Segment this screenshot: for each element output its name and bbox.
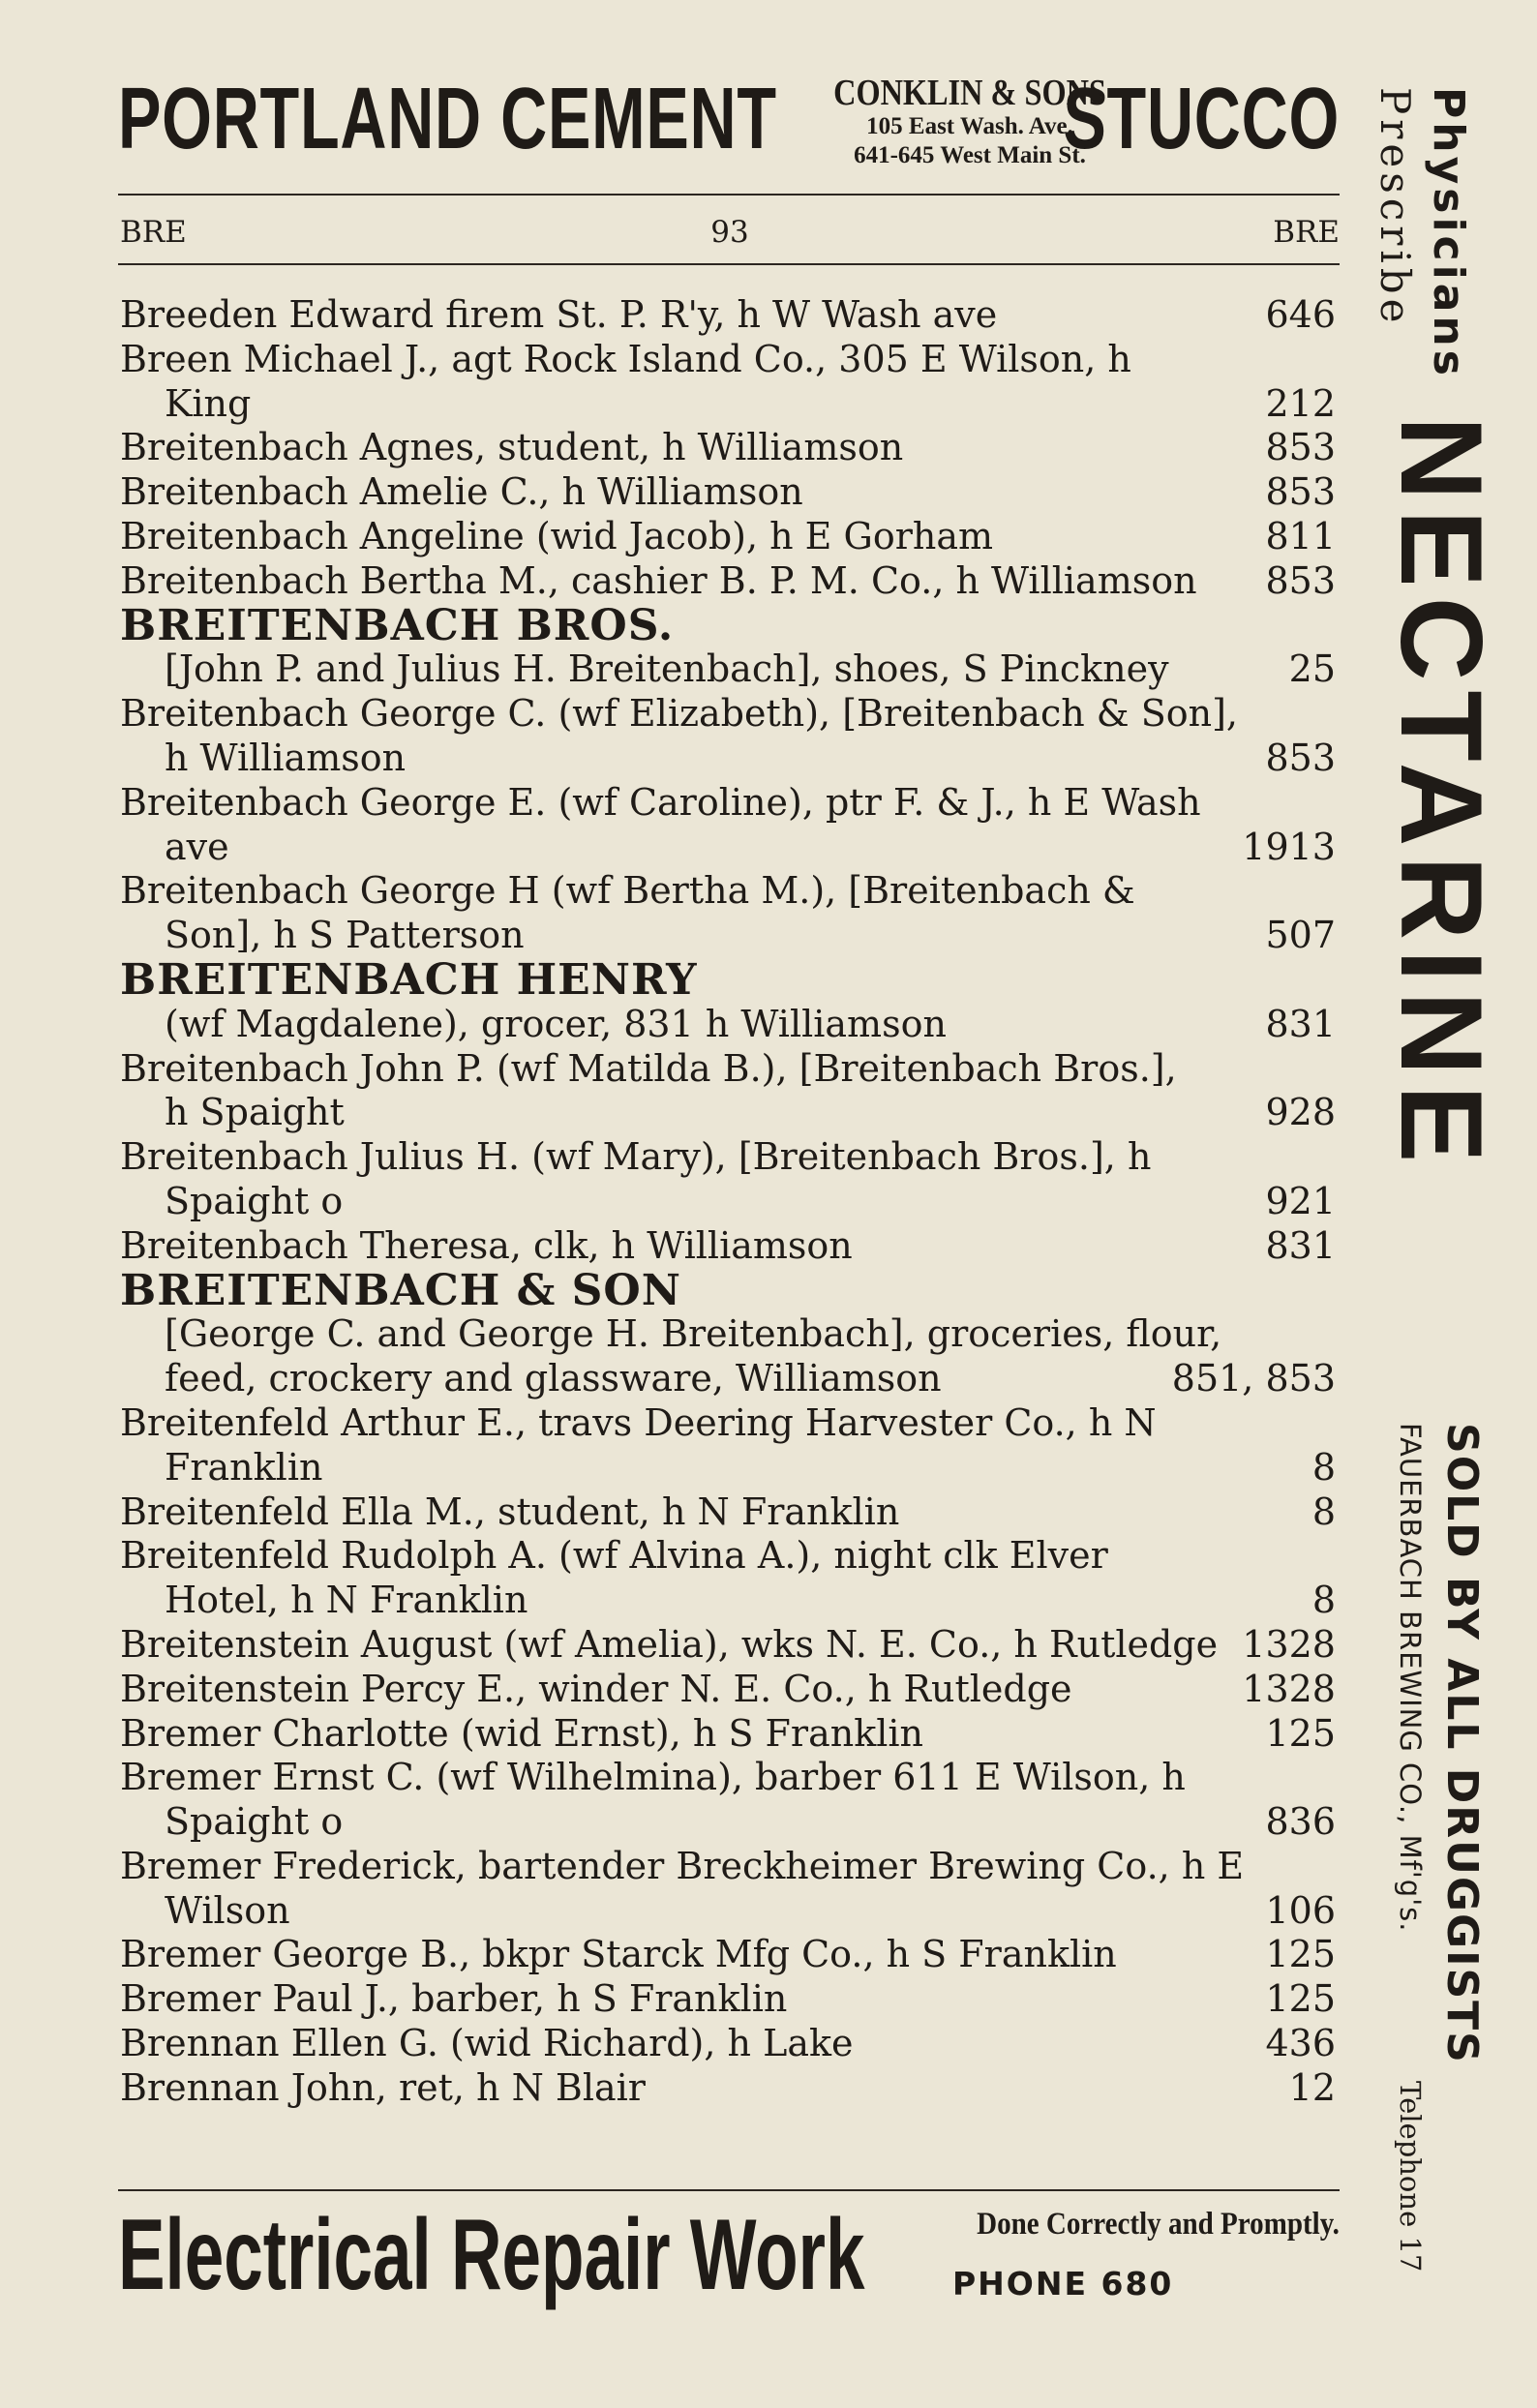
entry-number: 8	[1311, 1579, 1336, 1622]
entry-text: Breitenbach John P. (wf Matilda B.), [Breitenbach Bros.],	[120, 1046, 1177, 1090]
entry-line	[120, 1047, 1336, 1092]
entry-number: 646	[1265, 293, 1336, 336]
header-divider	[118, 194, 1340, 196]
entry-text: h Spaight	[165, 1091, 345, 1134]
entry-text: Breitenbach Angeline (wid Jacob), h E Gorham	[120, 514, 994, 557]
entry-text: Bremer Paul J., barber, h S Franklin	[120, 1977, 788, 2021]
entry-number: 1328	[1242, 1622, 1336, 1666]
side-advertisement	[1343, 68, 1537, 2333]
entry-number: 8	[1311, 1490, 1336, 1533]
entry-line	[120, 826, 1336, 870]
entry-line	[120, 1668, 1336, 1712]
entry-text: Wilson	[165, 1888, 290, 1932]
entry-text: Breitenbach Agnes, student, h Williamson	[120, 426, 904, 469]
entry-line	[120, 692, 1336, 737]
telephone-text: Telephone 17	[1394, 2081, 1427, 2273]
entry-line	[120, 1490, 1336, 1535]
sold-by-druggists-text: SOLD BY ALL DRUGGISTS	[1437, 1423, 1487, 2064]
header-advertisement	[118, 68, 1340, 176]
entry-heading	[120, 954, 1336, 1005]
entry-text: BREITENBACH BROS.	[120, 600, 675, 650]
entry-line	[120, 1003, 1336, 1047]
footer-divider	[118, 2189, 1340, 2191]
entry-text: Son], h S Patterson	[165, 914, 525, 957]
entry-number: 1913	[1242, 825, 1336, 868]
entry-number: 921	[1265, 1179, 1336, 1222]
entry-line	[120, 1623, 1336, 1668]
entry-line	[120, 382, 1336, 427]
entry-line	[120, 1224, 1336, 1269]
running-head-right: BRE	[1273, 215, 1340, 250]
entry-line	[120, 647, 1336, 692]
entry-heading	[120, 1265, 1336, 1315]
entry-text: Hotel, h N Franklin	[165, 1579, 528, 1622]
stucco-text: STUCCO	[1063, 71, 1340, 167]
nectarine-brand-text: NECTARINE	[1376, 416, 1506, 1173]
entry-text: Spaight o	[165, 1800, 344, 1844]
entry-text: [John P. and Julius H. Breitenbach], shoes, S Pinckney	[165, 647, 1169, 691]
entry-number: 851, 853	[1171, 1357, 1336, 1400]
phone-number-text: PHONE 680	[952, 2265, 1174, 2303]
entry-line	[120, 1446, 1336, 1490]
entry-number: 8	[1311, 1445, 1336, 1489]
running-head-divider	[118, 263, 1340, 265]
entry-number: 831	[1265, 1223, 1336, 1267]
running-head-left: BRE	[120, 215, 187, 250]
entry-number: 853	[1265, 426, 1336, 469]
entry-line	[120, 338, 1336, 382]
entry-text: Brennan Ellen G. (wid Richard), h Lake	[120, 2022, 854, 2065]
entry-text: BREITENBACH HENRY	[120, 954, 698, 1005]
entry-text: feed, crockery and glassware, Williamson	[165, 1357, 942, 1400]
entry-text: King	[165, 381, 252, 425]
conklin-address-east: 105 East Wash. Ave.	[866, 113, 1073, 139]
electrical-repair-text: Electrical Repair Work	[118, 2199, 865, 2311]
entry-number: 106	[1265, 1888, 1336, 1932]
footer-advertisement	[118, 2199, 1340, 2325]
entry-text: Breitenbach George H (wf Bertha M.), [Breitenbach &	[120, 869, 1135, 913]
entry-line	[120, 1845, 1336, 1889]
entry-line	[120, 470, 1336, 515]
entry-number: 853	[1265, 736, 1336, 779]
entry-line	[120, 869, 1336, 914]
running-head	[120, 215, 1340, 254]
entry-line	[120, 1357, 1336, 1401]
entry-line	[120, 2066, 1336, 2111]
entry-line	[120, 1579, 1336, 1623]
entry-text: h Williamson	[165, 736, 407, 779]
entry-line	[120, 781, 1336, 826]
entry-text: Bremer Frederick, bartender Breckheimer Brewing Co., h E	[120, 1844, 1245, 1887]
entry-text: [George C. and George H. Breitenbach], groceries, flour,	[165, 1312, 1222, 1356]
entry-text: Breitenstein Percy E., winder N. E. Co., h Rutledge	[120, 1667, 1072, 1710]
entry-text: Breitenbach George E. (wf Caroline), ptr F. & J., h E Wash	[120, 780, 1201, 824]
entry-line	[120, 2022, 1336, 2066]
entry-text: Breitenbach Bertha M., cashier B. P. M. Co., h Williamson	[120, 558, 1197, 602]
entry-line	[120, 1889, 1336, 1934]
entry-text: Bremer George B., bkpr Starck Mfg Co., h S Franklin	[120, 1933, 1117, 1976]
entry-line	[120, 426, 1336, 470]
entry-number: 12	[1288, 2065, 1336, 2109]
entry-line	[120, 1135, 1336, 1180]
entry-line	[120, 737, 1336, 781]
entry-number: 25	[1288, 647, 1336, 691]
entry-number: 831	[1265, 1002, 1336, 1045]
entry-text: Breitenbach George C. (wf Elizabeth), [Breitenbach & Son],	[120, 692, 1238, 736]
entry-line	[120, 1977, 1336, 2022]
entry-number: 811	[1265, 514, 1336, 557]
entry-text: Breitenfeld Arthur E., travs Deering Harvester Co., h N	[120, 1400, 1157, 1444]
entry-number: 436	[1265, 2022, 1336, 2065]
entry-number: 125	[1265, 1933, 1336, 1976]
conklin-company-name: CONKLIN & SONS	[833, 73, 1106, 113]
entry-text: Bremer Ernst C. (wf Wilhelmina), barber 611 E Wilson, h	[120, 1756, 1186, 1799]
entry-line	[120, 1180, 1336, 1224]
entry-line	[120, 1933, 1336, 1977]
fauerbach-brewing-text: FAUERBACH BREWING CO., Mf'g's.	[1394, 1423, 1427, 1933]
page-number: 93	[710, 215, 749, 250]
entry-number: 1328	[1242, 1667, 1336, 1710]
entry-line	[120, 914, 1336, 958]
entry-number: 125	[1265, 1711, 1336, 1755]
entry-line	[120, 1712, 1336, 1757]
entry-text: (wf Magdalene), grocer, 831 h Williamson	[165, 1002, 947, 1045]
entry-line	[120, 1401, 1336, 1446]
conklin-address-west: 641-645 West Main St.	[854, 142, 1086, 168]
entry-text: BREITENBACH & SON	[120, 1265, 681, 1315]
portland-cement-text: PORTLAND CEMENT	[118, 71, 777, 167]
entry-line	[120, 1756, 1336, 1800]
entry-number: 212	[1265, 381, 1336, 425]
done-correctly-text: Done Correctly and Promptly.	[977, 2207, 1340, 2242]
entry-text: Bremer Charlotte (wid Ernst), h S Franklin	[120, 1711, 924, 1755]
entry-text: Breeden Edward firem St. P. R'y, h W Wash ave	[120, 293, 998, 336]
entry-number: 125	[1265, 1977, 1336, 2021]
physicians-text: Physicians	[1424, 87, 1473, 379]
entry-line	[120, 559, 1336, 604]
entry-text: ave	[165, 825, 229, 868]
entry-number: 836	[1265, 1800, 1336, 1844]
entry-heading	[120, 600, 1336, 650]
entry-number: 853	[1265, 558, 1336, 602]
entry-number: 507	[1265, 914, 1336, 957]
entry-line	[120, 515, 1336, 559]
entry-text: Franklin	[165, 1445, 323, 1489]
entry-text: Brennan John, ret, h N Blair	[120, 2065, 646, 2109]
entry-line	[120, 293, 1336, 338]
entry-line	[120, 1312, 1336, 1357]
entry-line	[120, 1534, 1336, 1579]
entry-number: 928	[1265, 1091, 1336, 1134]
entry-number: 853	[1265, 470, 1336, 514]
entry-line	[120, 1800, 1336, 1845]
entry-line	[120, 1091, 1336, 1135]
entry-text: Spaight o	[165, 1179, 344, 1222]
entry-text: Breitenbach Theresa, clk, h Williamson	[120, 1223, 853, 1267]
entry-text: Breitenbach Amelie C., h Williamson	[120, 470, 803, 514]
entry-text: Breitenbach Julius H. (wf Mary), [Breitenbach Bros.], h	[120, 1135, 1152, 1179]
entry-text: Breitenfeld Rudolph A. (wf Alvina A.), night clk Elver	[120, 1534, 1108, 1578]
entry-text: Breitenstein August (wf Amelia), wks N. E. Co., h Rutledge	[120, 1622, 1219, 1666]
entry-text: Breitenfeld Ella M., student, h N Franklin	[120, 1490, 900, 1533]
prescribe-text: Prescribe	[1371, 87, 1419, 328]
directory-entries	[120, 293, 1336, 2111]
entry-text: Breen Michael J., agt Rock Island Co., 305 E Wilson, h	[120, 337, 1131, 380]
